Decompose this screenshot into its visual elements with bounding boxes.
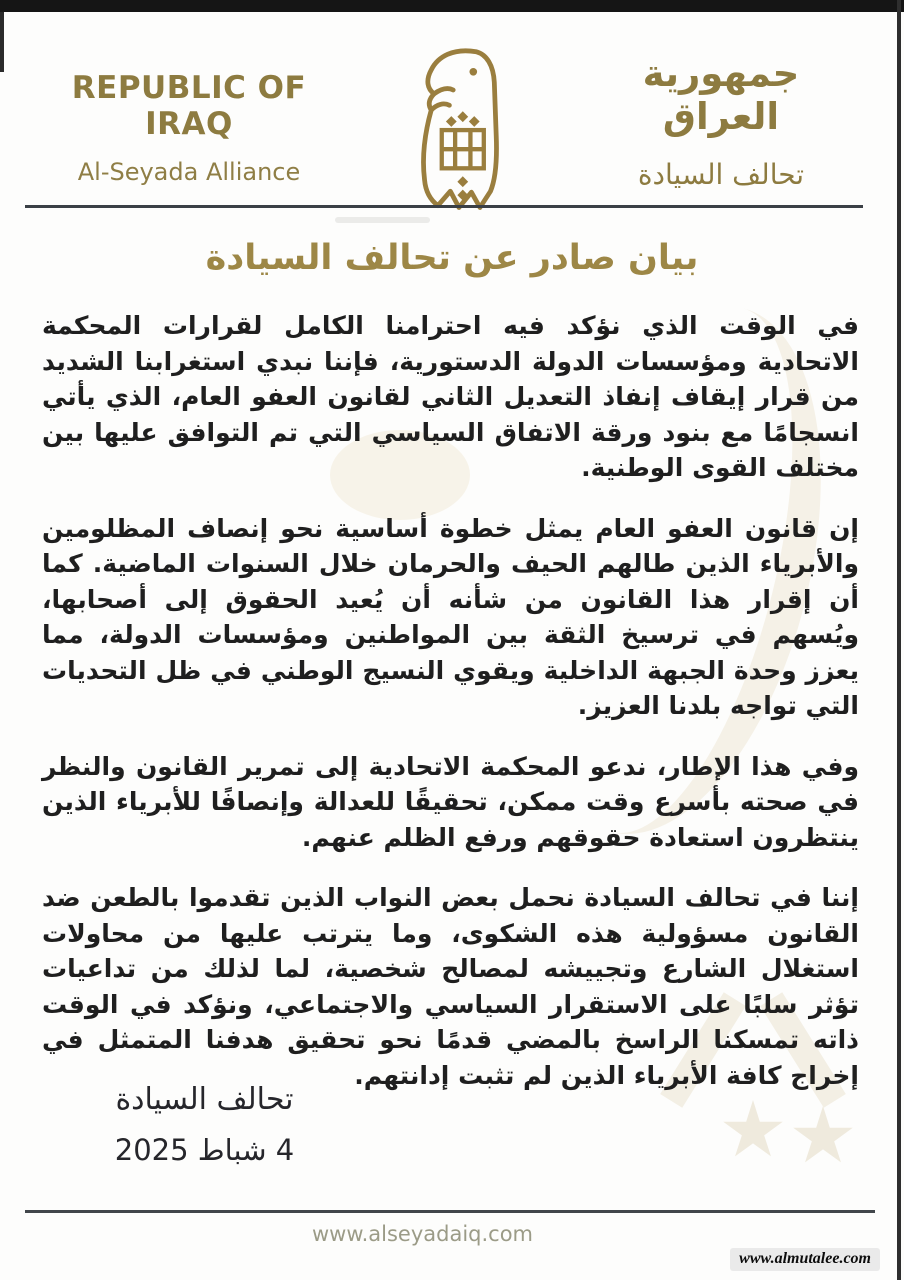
header-arabic-block xyxy=(596,52,846,191)
signature-date: 4 شباط 2025 xyxy=(114,1133,295,1167)
signature-block xyxy=(92,1082,317,1167)
header-divider-line xyxy=(25,205,863,208)
english-country-title: REPUBLIC OF IRAQ xyxy=(71,70,307,142)
header-english-block xyxy=(38,70,340,186)
watermark-credit-badge: www.almutalee.com xyxy=(730,1248,880,1271)
signature-name: تحالف السيادة xyxy=(115,1082,294,1117)
arabic-country-title: جمهورية العراق xyxy=(642,52,800,138)
statement-paragraph-3: وفي هذا الإطار، ندعو المحكمة الاتحادية إلى تمرير القانون والنظر في صحته بأسرع وقت ممكن، تحقيقًا للعدالة وإنصافًا للأبرياء الذين ينتظرون استعادة حقوقهم ورفع الظلم عنهم. xyxy=(42,751,859,852)
statement-paragraph-2: إن قانون العفو العام يمثل خطوة أساسية نحو إنصاف المظلومين والأبرياء الذين طالهم الحيف والحرمان خلال السنوات الماضية. كما أن إقرار هذا القانون من شأنه أن يُعيد الحقوق إلى أصحابها، ويُسهم في ترسيخ الثقة بين المواطنين ومؤسسات الدولة، مما يعزز وحدة الجبهة الداخلية ويقوي النسيج الوطني في ظل التحديات التي تواجه بلدنا العزيز. xyxy=(42,513,859,720)
photo-top-edge xyxy=(0,0,904,12)
statement-title: بيان صادر عن تحالف السيادة xyxy=(205,238,699,278)
footer-divider-line xyxy=(25,1210,875,1213)
photo-right-edge xyxy=(897,0,901,1280)
falcon-eagle-logo-icon xyxy=(388,46,528,222)
statement-paragraph-4: إننا في تحالف السيادة نحمل بعض النواب الذين تقدموا بالطعن ضد القانون مسؤولية هذه الشكوى، وما يترتب عليها من محاولات استغلال الشارع وتجييشه لمصالح شخصية، لما لذلك من تداعيات تؤثر سلبًا على الاستقرار السياسي والاجتماعي، ونؤكد في الوقت ذاته تمسكنا الراسخ بالمضي قدمًا نحو تحقيق هدفنا المتمثل في إخراج كافة الأبرياء الذين لم تثبت إدانتهم. xyxy=(42,883,859,1090)
footer-website-link[interactable]: www.alseyadaiq.com xyxy=(311,1222,534,1246)
statement-body xyxy=(42,308,859,1118)
arabic-alliance-subtitle: تحالف السيادة xyxy=(637,158,805,191)
photo-left-edge xyxy=(0,12,4,72)
english-alliance-subtitle: Al-Seyada Alliance xyxy=(77,158,301,186)
statement-paragraph-1: في الوقت الذي نؤكد فيه احترامنا الكامل لقرارات المحكمة الاتحادية ومؤسسات الدولة الدستورية، فإننا نبدي استغرابنا الشديد من قرار إيقاف إنفاذ التعديل الثاني لقانون العفو العام، الذي يأتي انسجامًا مع بنود ورقة الاتفاق السياسي التي تم التوافق عليها بين مختلف القوى الوطنية. xyxy=(42,311,859,482)
